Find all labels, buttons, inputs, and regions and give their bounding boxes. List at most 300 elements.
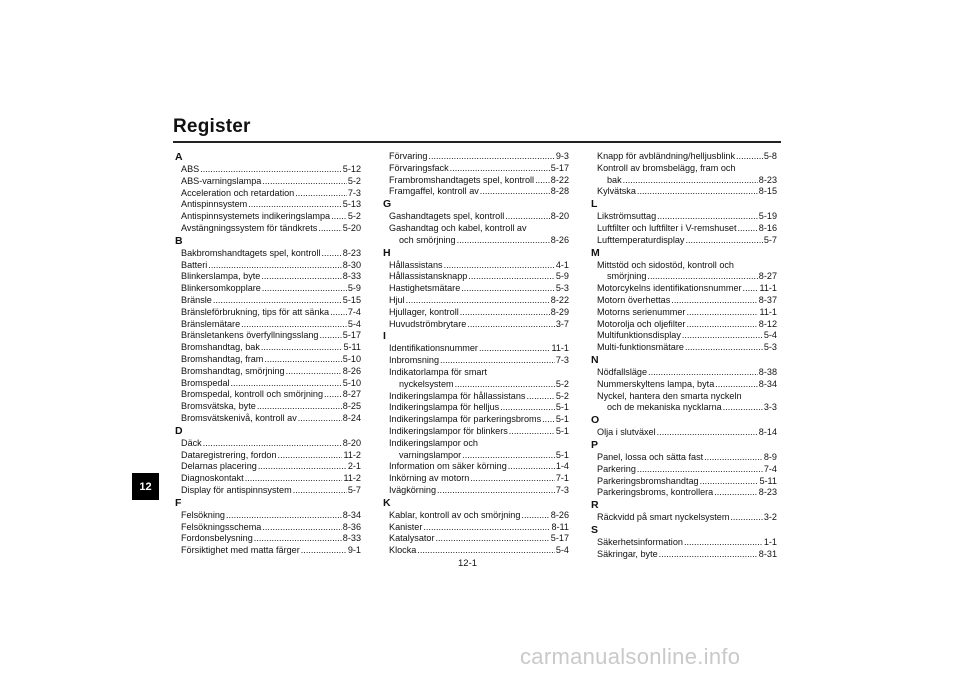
- entry-page-ref: 5-1: [555, 425, 569, 436]
- entry-text: bak: [607, 174, 622, 185]
- entry-text: Luftfilter och luftfilter i V-remshuset: [597, 222, 737, 233]
- index-column-1: [175, 151, 361, 557]
- entry-text: Knapp för avbländning/helljusblink: [597, 151, 736, 161]
- entry-page-ref: 8-29: [550, 306, 569, 317]
- entry-page-ref: 11-1: [759, 306, 777, 317]
- entry-page-ref: 7-4: [763, 463, 777, 474]
- index-letter: O: [591, 414, 600, 427]
- entry-page-ref: 3-7: [555, 318, 569, 329]
- entry-page-ref: 5-4: [347, 318, 361, 329]
- index-entry: [597, 330, 777, 342]
- leader-dots: [479, 343, 551, 355]
- entry-page-ref: 5-12: [342, 164, 361, 174]
- leader-dots: [254, 533, 342, 545]
- leader-dots: [657, 427, 758, 439]
- entry-page-ref: 8-20: [342, 437, 361, 448]
- entry-page-ref: 8-25: [342, 401, 361, 412]
- index-entry: [399, 235, 569, 247]
- entry-text: Nummerskyltens lampa, byta: [597, 378, 715, 389]
- leader-dots: [298, 413, 342, 425]
- entry-text: Bromshandtag, fram: [181, 353, 264, 364]
- entry-text: Olja i slutväxel: [597, 427, 656, 438]
- index-entry: [181, 413, 361, 425]
- leader-dots: [261, 271, 341, 283]
- entry-page-ref: 5-1: [555, 414, 569, 425]
- leader-dots: [480, 186, 550, 198]
- index-entry: [181, 450, 361, 462]
- index-entry: [597, 283, 777, 295]
- leader-dots: [417, 545, 555, 557]
- index-entry: [181, 211, 361, 223]
- index-entry: [389, 485, 569, 497]
- entry-page-ref: 5-19: [758, 211, 777, 222]
- entry-page-ref: 7-3: [555, 355, 569, 366]
- leader-dots: [295, 188, 347, 200]
- entry-page-ref: 9-1: [347, 545, 361, 556]
- leader-dots: [455, 379, 555, 391]
- index-entry: [597, 464, 777, 476]
- leader-dots: [736, 151, 763, 163]
- entry-page-ref: 5-2: [555, 390, 569, 401]
- entry-text: Försiktighet med matta färger: [181, 545, 300, 556]
- entry-page-ref: 5-4: [763, 330, 777, 341]
- index-entry: [597, 342, 777, 354]
- entry-page-ref: 8-33: [342, 533, 361, 544]
- entry-page-ref: 5-2: [347, 211, 361, 222]
- index-entry: [597, 379, 777, 391]
- leader-dots: [241, 319, 347, 331]
- leader-dots: [542, 414, 555, 426]
- entry-text: Parkering: [597, 463, 636, 474]
- entry-text: ABS: [181, 164, 200, 174]
- entry-page-ref: 8-23: [758, 487, 777, 498]
- entry-text: Bromspedal, kontroll och smörjning: [181, 389, 324, 400]
- index-entry: [181, 307, 361, 319]
- entry-page-ref: 5-10: [342, 377, 361, 388]
- entry-text: Indikeringslampor för blinkers: [389, 425, 508, 436]
- entry-text: Hastighetsmätare: [389, 283, 461, 294]
- leader-dots: [700, 476, 759, 488]
- entry-page-ref: 8-28: [550, 186, 569, 197]
- index-entry: [597, 151, 777, 163]
- index-entry: [389, 426, 569, 438]
- leader-dots: [526, 391, 554, 403]
- entry-text: smörjning: [607, 271, 647, 282]
- index-entry: [597, 427, 777, 439]
- entry-page-ref: 7-4: [347, 306, 361, 317]
- entry-page-ref: 8-31: [758, 548, 777, 559]
- index-entry: [181, 401, 361, 413]
- leader-dots: [684, 537, 763, 549]
- leader-dots: [261, 342, 343, 354]
- entry-page-ref: 1-4: [555, 461, 569, 472]
- entry-text: nyckelsystem: [399, 378, 454, 389]
- leader-dots: [682, 330, 763, 342]
- leader-dots: [248, 199, 342, 211]
- entry-page-ref: 5-4: [555, 545, 569, 556]
- entry-text: Felsökning: [181, 509, 225, 520]
- entry-text: Blinkerslampa, byte: [181, 271, 261, 282]
- entry-text: Batteri: [181, 259, 208, 270]
- entry-text: Indikatorlampa för smart: [389, 366, 488, 377]
- entry-page-ref: 5-20: [342, 222, 361, 233]
- index-entry: [181, 461, 361, 473]
- entry-page-ref: 8-26: [550, 509, 569, 520]
- leader-dots: [467, 319, 555, 331]
- leader-dots: [468, 271, 554, 283]
- leader-dots: [460, 307, 550, 319]
- entry-page-ref: 5-3: [555, 283, 569, 294]
- leader-dots: [657, 211, 758, 223]
- entry-page-ref: 3-2: [763, 512, 777, 523]
- entry-page-ref: 8-27: [342, 389, 361, 400]
- index-entry: [181, 188, 361, 200]
- leader-dots: [450, 163, 550, 175]
- leader-dots: [440, 355, 555, 367]
- entry-text: Kanister: [389, 521, 423, 532]
- entry-text: Blinkersomkopplare: [181, 283, 261, 294]
- index-column-3: [591, 151, 777, 561]
- index-letter: D: [175, 424, 183, 437]
- entry-page-ref: 8-9: [763, 451, 777, 462]
- entry-text: Motorns serienummer: [597, 306, 686, 317]
- entry-text: Parkeringsbromshandtag: [597, 475, 699, 486]
- entry-text: Hjul: [389, 294, 405, 305]
- leader-dots: [686, 307, 758, 319]
- entry-page-ref: 5-15: [342, 294, 361, 305]
- entry-text: Bromsvätskenivå, kontroll av: [181, 412, 297, 423]
- leader-dots: [437, 485, 555, 497]
- index-entry: [181, 389, 361, 401]
- entry-text: Nyckel, hantera den smarta nyckeln: [597, 390, 742, 401]
- entry-text: Bränslemätare: [181, 318, 241, 329]
- index-entry: [181, 330, 361, 342]
- leader-dots: [208, 260, 342, 272]
- entry-text: Mittstöd och sidostöd, kontroll och: [597, 259, 734, 270]
- entry-page-ref: 8-33: [342, 271, 361, 282]
- entry-text: Indikeringslampa för hållassistans: [389, 390, 526, 401]
- leader-dots: [685, 342, 763, 354]
- entry-page-ref: 5-1: [555, 402, 569, 413]
- entry-page-ref: 3-3: [763, 402, 777, 413]
- entry-text: Gashandtagets spel, kontroll: [389, 211, 505, 222]
- entry-page-ref: 5-7: [347, 484, 361, 495]
- leader-dots: [301, 545, 347, 557]
- index-letter: R: [591, 499, 599, 512]
- entry-page-ref: 8-26: [550, 234, 569, 245]
- leader-dots: [423, 522, 550, 534]
- index-letter: G: [383, 198, 392, 211]
- entry-text: Felsökningsschema: [181, 521, 262, 532]
- entry-page-ref: 8-16: [758, 222, 777, 233]
- entry-text: Indikeringslampa för parkeringsbroms: [389, 414, 542, 425]
- page-title: Register: [173, 116, 251, 137]
- leader-dots: [436, 533, 550, 545]
- entry-text: Indikeringslampa för helljus: [389, 402, 500, 413]
- entry-text: Indikeringslampor och: [389, 437, 478, 448]
- index-entry: [181, 199, 361, 211]
- entry-page-ref: 8-20: [550, 211, 569, 222]
- entry-text: Kontroll av bromsbelägg, fram och: [597, 162, 736, 173]
- leader-dots: [637, 186, 758, 198]
- index-letter: L: [591, 198, 598, 211]
- entry-text: Multi-funktionsmätare: [597, 342, 684, 353]
- index-entry: [597, 391, 777, 403]
- index-entry: [399, 379, 569, 391]
- index-entry: [597, 235, 777, 247]
- entry-page-ref: 8-38: [758, 366, 777, 377]
- entry-page-ref: 8-37: [758, 294, 777, 305]
- leader-dots: [738, 223, 758, 235]
- leader-dots: [213, 295, 342, 307]
- index-entry: [181, 295, 361, 307]
- index-entry: [389, 522, 569, 534]
- index-letter: H: [383, 246, 391, 259]
- index-letter: M: [591, 246, 600, 259]
- leader-dots: [278, 450, 343, 462]
- index-entry: [181, 378, 361, 390]
- chapter-tab: 12: [132, 473, 159, 500]
- leader-dots: [226, 510, 342, 522]
- entry-page-ref: 5-2: [555, 378, 569, 389]
- leader-dots: [320, 330, 342, 342]
- entry-text: Fordonsbelysning: [181, 533, 253, 544]
- entry-text: Acceleration och retardation: [181, 187, 295, 198]
- entry-text: Förvaring: [389, 151, 428, 161]
- index-entry: [389, 545, 569, 557]
- entry-page-ref: 8-22: [550, 174, 569, 185]
- entry-text: Räckvidd på smart nyckelsystem: [597, 512, 730, 523]
- index-entry: [389, 473, 569, 485]
- leader-dots: [457, 235, 550, 247]
- entry-page-ref: 8-11: [551, 521, 569, 532]
- entry-text: Lufttemperaturdisplay: [597, 234, 685, 245]
- entry-page-ref: 11-1: [759, 283, 777, 294]
- leader-dots: [714, 487, 758, 499]
- entry-text: Katalysator: [389, 533, 435, 544]
- index-entry: [389, 438, 569, 450]
- index-entry: [389, 461, 569, 473]
- entry-page-ref: 7-1: [555, 473, 569, 484]
- leader-dots: [406, 295, 550, 307]
- leader-dots: [231, 378, 342, 390]
- entry-page-ref: 8-30: [342, 259, 361, 270]
- entry-text: Hållassistans: [389, 259, 443, 270]
- index-letter: A: [175, 151, 183, 163]
- leader-dots: [286, 366, 342, 378]
- entry-text: Information om säker körning: [389, 461, 507, 472]
- entry-text: Hjullager, kontroll: [389, 306, 459, 317]
- entry-text: Motorn överhettas: [597, 294, 671, 305]
- index-entry: [389, 223, 569, 235]
- index-entry: [389, 175, 569, 187]
- index-entry: [181, 271, 361, 283]
- entry-text: och de mekaniska nycklarna: [607, 402, 722, 413]
- entry-page-ref: 5-17: [550, 162, 569, 173]
- leader-dots: [505, 211, 550, 223]
- index-entry: [181, 510, 361, 522]
- leader-dots: [659, 549, 758, 561]
- leader-dots: [200, 164, 342, 176]
- index-entry: [597, 452, 777, 464]
- index-entry: [389, 414, 569, 426]
- entry-text: Bränsletankens överfyllningsslang: [181, 330, 319, 341]
- index-entry: [389, 355, 569, 367]
- entry-text: Bränsleförbrukning, tips för att sänka: [181, 306, 330, 317]
- entry-text: Framgaffel, kontroll av: [389, 186, 479, 197]
- entry-text: Panel, lossa och sätta fast: [597, 451, 704, 462]
- leader-dots: [535, 175, 550, 187]
- entry-text: Identifikationsnummer: [389, 343, 478, 354]
- entry-page-ref: 5-11: [759, 475, 777, 486]
- entry-text: Ivägkörning: [389, 484, 437, 495]
- entry-text: Däck: [181, 437, 202, 448]
- entry-page-ref: 5-17: [550, 533, 569, 544]
- index-letter: K: [383, 496, 391, 509]
- index-entry: [389, 151, 569, 163]
- index-entry: [597, 512, 777, 524]
- entry-text: Hållassistansknapp: [389, 271, 468, 282]
- leader-dots: [470, 473, 554, 485]
- leader-dots: [648, 367, 758, 379]
- entry-page-ref: 8-34: [758, 378, 777, 389]
- leader-dots: [715, 379, 758, 391]
- leader-dots: [262, 176, 346, 188]
- leader-dots: [637, 464, 763, 476]
- entry-text: Kylvätska: [597, 186, 636, 197]
- index-letter: P: [591, 438, 599, 451]
- leader-dots: [258, 461, 347, 473]
- index-entry: [597, 319, 777, 331]
- index-entry: [389, 367, 569, 379]
- entry-text: Parkeringsbroms, kontrollera: [597, 487, 714, 498]
- index-letter: B: [175, 234, 183, 247]
- entry-text: Inkörning av motorn: [389, 473, 470, 484]
- entry-page-ref: 11-2: [343, 473, 361, 484]
- index-entry: [181, 164, 361, 176]
- index-entry: [181, 283, 361, 295]
- leader-dots: [500, 402, 555, 414]
- entry-text: Bromspedal: [181, 377, 230, 388]
- entry-text: Dataregistrering, fordon: [181, 449, 277, 460]
- entry-text: Bromshandtag, smörjning: [181, 365, 285, 376]
- entry-page-ref: 1-1: [763, 536, 777, 547]
- index-entry: [597, 295, 777, 307]
- entry-text: Display för antispinnsystem: [181, 484, 292, 495]
- index-entry: [389, 307, 569, 319]
- index-entry: [181, 533, 361, 545]
- entry-text: ABS-varningslampa: [181, 175, 262, 186]
- index-entry: [389, 283, 569, 295]
- entry-text: Säkerhetsinformation: [597, 536, 683, 547]
- index-entry: [181, 223, 361, 235]
- entry-page-ref: 5-17: [342, 330, 361, 341]
- entry-page-ref: 11-2: [343, 449, 361, 460]
- leader-dots: [324, 389, 342, 401]
- entry-text: och smörjning: [399, 234, 456, 245]
- index-letter: N: [591, 353, 599, 366]
- index-entry: [389, 319, 569, 331]
- index-entry: [181, 354, 361, 366]
- leader-dots: [245, 473, 343, 485]
- index-entry: [181, 473, 361, 485]
- index-entry: [607, 271, 777, 283]
- index-entry: [389, 402, 569, 414]
- entry-text: Kablar, kontroll av och smörjning: [389, 509, 521, 520]
- leader-dots: [508, 461, 555, 473]
- entry-text: Bränsle: [181, 294, 212, 305]
- entry-page-ref: 7-3: [555, 484, 569, 495]
- index-entry: [389, 391, 569, 403]
- entry-text: Bromshandtag, bak: [181, 342, 260, 353]
- entry-page-ref: 5-1: [555, 449, 569, 460]
- entry-page-ref: 11-1: [551, 343, 569, 354]
- index-entry: [389, 343, 569, 355]
- index-entry: [597, 487, 777, 499]
- index-entry: [389, 186, 569, 198]
- entry-page-ref: 8-36: [342, 521, 361, 532]
- index-entry: [181, 176, 361, 188]
- entry-text: varningslampor: [399, 449, 462, 460]
- entry-page-ref: 8-26: [342, 365, 361, 376]
- leader-dots: [257, 401, 342, 413]
- index-entry: [389, 533, 569, 545]
- entry-page-ref: 5-13: [342, 199, 361, 210]
- leader-dots: [203, 438, 342, 450]
- leader-dots: [262, 283, 347, 295]
- index-entry: [181, 366, 361, 378]
- leader-dots: [509, 426, 555, 438]
- entry-page-ref: 8-23: [758, 174, 777, 185]
- leader-dots: [318, 223, 341, 235]
- leader-dots: [686, 319, 757, 331]
- entry-text: Gashandtag och kabel, kontroll av: [389, 222, 527, 233]
- index-entry: [181, 522, 361, 534]
- index-entry: [389, 163, 569, 175]
- leader-dots: [743, 283, 759, 295]
- index-entry: [389, 510, 569, 522]
- entry-page-ref: 8-23: [342, 247, 361, 258]
- entry-page-ref: 5-10: [342, 353, 361, 364]
- index-letter: F: [175, 496, 182, 509]
- index-entry: [597, 186, 777, 198]
- entry-page-ref: 8-22: [550, 294, 569, 305]
- entry-page-ref: 5-3: [763, 342, 777, 353]
- entry-text: Multifunktionsdisplay: [597, 330, 681, 341]
- entry-text: Huvudströmbrytare: [389, 318, 467, 329]
- page-number: 12-1: [458, 558, 478, 569]
- index-entry: [389, 211, 569, 223]
- leader-dots: [264, 354, 341, 366]
- entry-page-ref: 4-1: [555, 259, 569, 270]
- entry-page-ref: 5-9: [555, 271, 569, 282]
- index-letter: S: [591, 523, 599, 536]
- index-entry: [597, 307, 777, 319]
- entry-page-ref: 7-3: [347, 187, 361, 198]
- leader-dots: [704, 452, 763, 464]
- entry-page-ref: 5-7: [763, 234, 777, 245]
- leader-dots: [322, 248, 342, 260]
- entry-text: Klocka: [389, 545, 417, 556]
- entry-text: Likströmsuttag: [597, 211, 657, 222]
- index-entry: [181, 248, 361, 260]
- entry-page-ref: 5-9: [347, 283, 361, 294]
- entry-text: Diagnoskontakt: [181, 473, 244, 484]
- index-column-2: [383, 151, 569, 557]
- index-entry: [597, 211, 777, 223]
- leader-dots: [723, 402, 763, 414]
- entry-page-ref: 8-34: [342, 509, 361, 520]
